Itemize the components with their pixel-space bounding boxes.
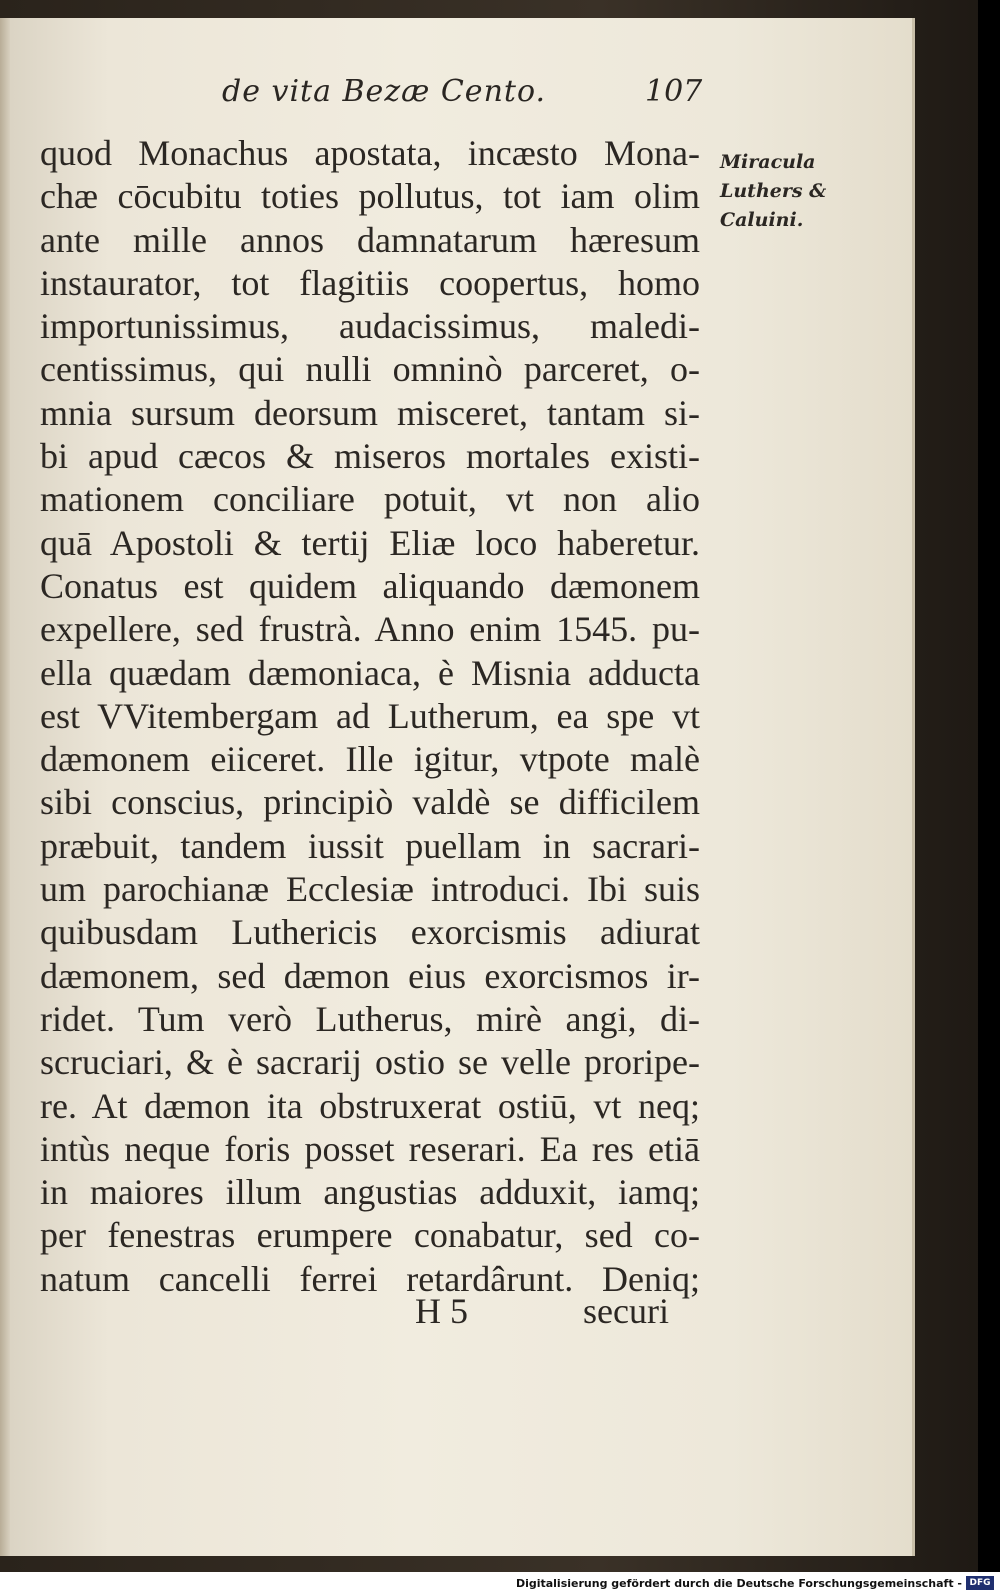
text-line: re. At dæmon ita obstruxerat ostiū, vt neq; — [40, 1085, 700, 1126]
body-text — [40, 132, 700, 1301]
text-line: quā Apostoli & tertij Eliæ loco haberetur. — [40, 522, 700, 563]
text-line: quibusdam Luthericis exorcismis adiurat — [40, 912, 700, 953]
text-line: est VVitembergam ad Lutherum, ea spe vt — [40, 695, 700, 736]
signature-mark: H 5 — [415, 1291, 468, 1331]
text-line: præbuit, tandem iussit puellam in sacrari- — [40, 825, 700, 866]
running-head: de vita Bezæ Cento. — [222, 74, 547, 109]
dfg-logo: DFG — [966, 1576, 994, 1590]
marginal-note-line: Miracula — [720, 151, 816, 173]
text-line: scruciari, & è sacrarij ostio se velle proripe- — [40, 1042, 700, 1083]
text-line: mnia sursum deorsum misceret, tantam si- — [40, 392, 700, 433]
text-line: natum cancelli ferrei retardârunt. Deniq; — [40, 1258, 700, 1299]
scan-right-border — [978, 0, 1000, 1572]
text-line: ridet. Tum verò Lutherus, mirè angi, di- — [40, 998, 700, 1039]
text-line: expellere, sed frustrà. Anno enim 1545. pu- — [40, 609, 700, 650]
marginal-note-line: Luthers & — [720, 180, 827, 202]
text-line: importunissimus, audacissimus, maledi- — [40, 306, 700, 347]
text-line: um parochianæ Ecclesiæ introduci. Ibi suis — [40, 869, 700, 910]
text-line: ante mille annos damnatarum hæresum — [40, 219, 700, 260]
text-line: quod Monachus apostata, incæsto Mona- — [40, 133, 700, 173]
text-line: dæmonem, sed dæmon eius exorcismos ir- — [40, 955, 700, 996]
catchword: securi — [583, 1291, 669, 1331]
page-number: 107 — [645, 74, 703, 109]
page-gutter-edge — [0, 18, 10, 1556]
text-line: per fenestras erumpere conabatur, sed co- — [40, 1215, 700, 1256]
text-line: Conatus est quidem aliquando dæmonem — [40, 565, 700, 606]
text-line: ella quædam dæmoniaca, è Misnia adducta — [40, 652, 700, 693]
text-line: sibi conscius, principiò valdè se difficilem — [40, 782, 700, 823]
text-line: in maiores illum angustias adduxit, iamq; — [40, 1172, 700, 1213]
text-line: chæ cōcubitu toties pollutus, tot iam olim — [40, 176, 700, 217]
text-line: centissimus, qui nulli omninò parceret, o- — [40, 349, 700, 390]
text-line: dæmonem eiiceret. Ille igitur, vtpote malè — [40, 739, 700, 780]
text-line: instaurator, tot flagitiis coopertus, homo — [40, 262, 700, 303]
text-line: bi apud cæcos & miseros mortales existi- — [40, 436, 700, 477]
marginal-note — [720, 148, 826, 235]
digitization-notice: Digitalisierung gefördert durch die Deutsche Forschungsgemeinschaft - — [515, 1577, 962, 1590]
text-line: mationem conciliare potuit, vt non alio — [40, 479, 700, 520]
marginal-note-line: Caluini. — [720, 209, 804, 231]
text-line: intùs neque foris posset reserari. Ea res etiā — [40, 1128, 700, 1169]
